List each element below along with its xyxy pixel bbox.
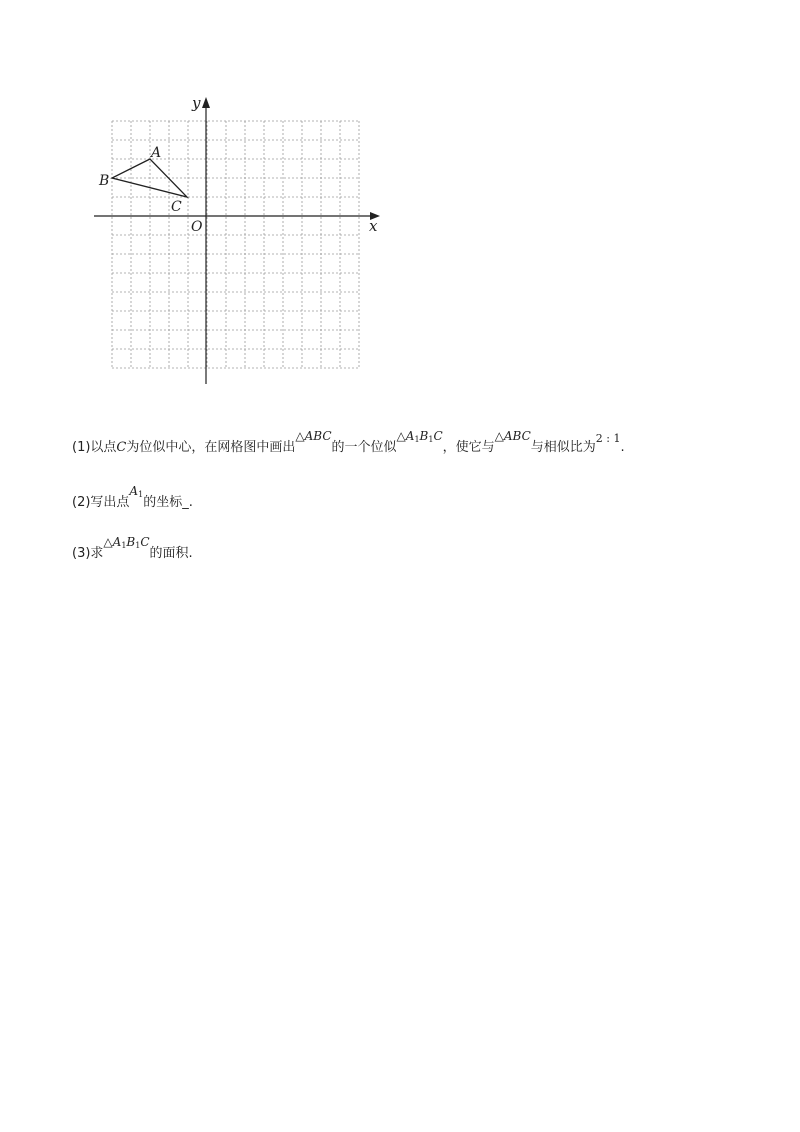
q3-prefix: (3)求 bbox=[72, 546, 104, 561]
q1-triangle-a1b1c: $\triangle A_1B_1C$ bbox=[396, 429, 443, 444]
q1-center-point: C bbox=[116, 440, 127, 455]
q1-triangle-abc: △ABC bbox=[295, 429, 332, 443]
origin-label: O bbox=[191, 219, 203, 235]
q1-text-2: 的一个位似 bbox=[331, 440, 397, 455]
q2-suffix: 的坐标_. bbox=[143, 495, 193, 510]
x-axis-label: x bbox=[369, 217, 378, 235]
q3-suffix: 的面积. bbox=[149, 546, 193, 561]
question-2 bbox=[72, 484, 193, 516]
dotted-grid bbox=[112, 121, 359, 368]
q3-triangle-a1b1c: $\triangle A_1B_1C$ bbox=[103, 535, 150, 550]
q1-text-4: 与相似比为 bbox=[530, 440, 596, 455]
point-a-label: A bbox=[151, 145, 162, 161]
q1-ratio: 2 : 1 bbox=[595, 432, 621, 445]
q1-text-3: ，使它与 bbox=[442, 440, 495, 455]
q2-point-a1: $A_1$ bbox=[129, 484, 144, 499]
q1-triangle-abc-2: △ABC bbox=[494, 429, 531, 443]
q1-end: . bbox=[620, 440, 625, 455]
point-c-label: C bbox=[171, 199, 182, 215]
coordinate-grid-figure bbox=[0, 0, 800, 400]
point-b-label: B bbox=[99, 173, 110, 189]
q1-prefix: (1)以点 bbox=[72, 440, 117, 455]
q1-text-1: 为位似中心，在网格图中画出 bbox=[126, 440, 296, 455]
x-axis bbox=[94, 212, 380, 220]
q2-prefix: (2)写出点 bbox=[72, 495, 130, 510]
question-3 bbox=[72, 535, 193, 567]
question-1 bbox=[72, 429, 625, 461]
y-axis-label: y bbox=[192, 94, 201, 112]
